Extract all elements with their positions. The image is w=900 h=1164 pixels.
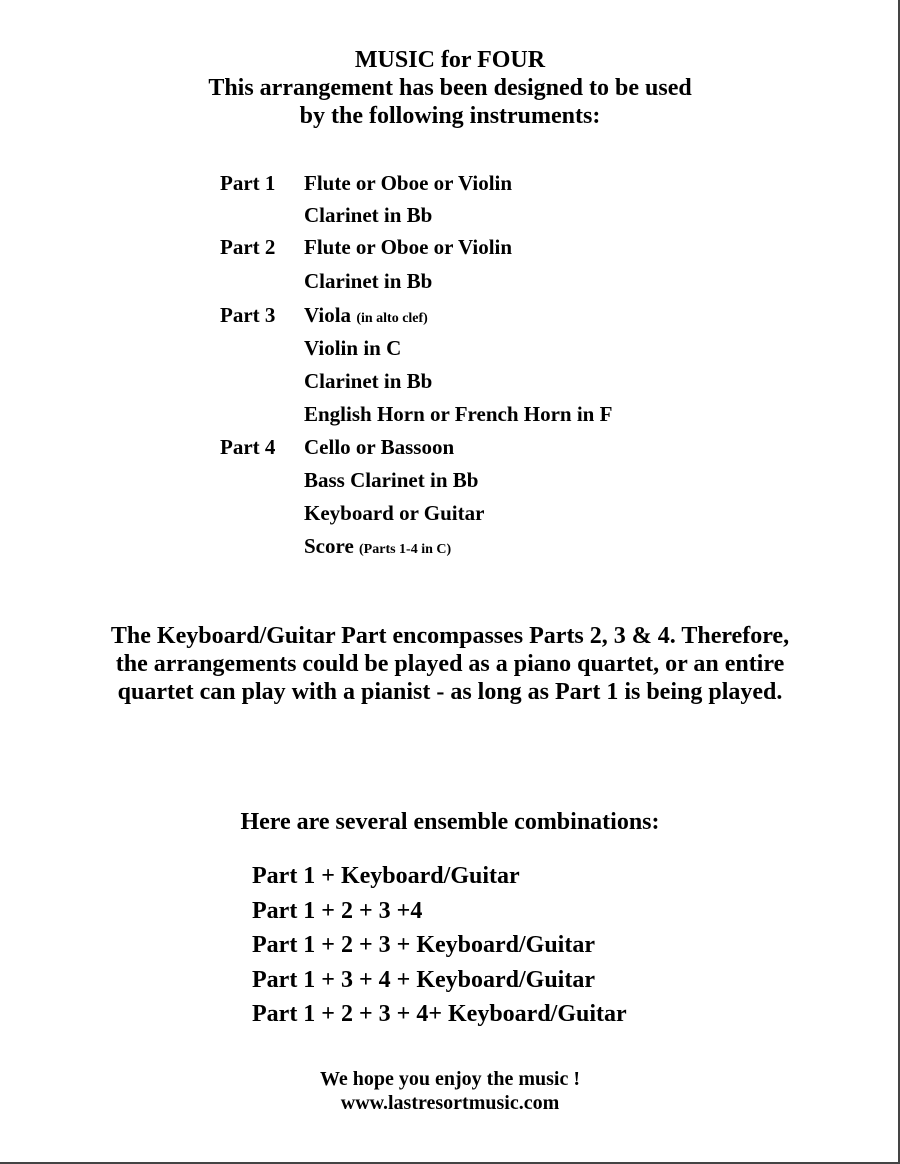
combination-item: Part 1 + 2 + 3 + 4+ Keyboard/Guitar (252, 1001, 627, 1027)
combination-item: Part 1 + 3 + 4 + Keyboard/Guitar (252, 966, 595, 993)
part-label: Part 1 (220, 171, 276, 195)
page-title: MUSIC for FOUR (354, 47, 546, 73)
keyboard-note-line-1: The Keyboard/Guitar Part encompasses Parts 2, 3 & 4. Therefore, (110, 623, 790, 649)
instrument-item (304, 431, 820, 464)
keyboard-guitar-note (0, 622, 900, 706)
instrument-list (304, 167, 820, 231)
website-link[interactable]: www.lastresortmusic.com (340, 1092, 560, 1114)
instrument-item (304, 263, 820, 299)
instrument-name: Clarinet in Bb (304, 203, 433, 227)
keyboard-note-line-3: quartet can play with a pianist - as long as Part 1 is being played. (117, 679, 783, 705)
instrument-name: Cello or Bassoon (304, 435, 455, 459)
instrument-item (304, 299, 820, 332)
instrument-item (304, 530, 820, 563)
instrument-name: Bass Clarinet in Bb (304, 468, 479, 492)
instrument-note: (Parts 1-4 in C) (359, 542, 452, 557)
instrument-item (304, 398, 820, 431)
combination-item: Part 1 + 2 + 3 + Keyboard/Guitar (252, 932, 595, 958)
instrument-name: Keyboard or Guitar (304, 501, 485, 525)
footer (0, 1067, 900, 1115)
part-label: Part 2 (220, 235, 276, 259)
instrument-list (304, 231, 820, 299)
instrument-name: Violin in C (304, 336, 402, 360)
combinations-list (252, 859, 627, 1032)
instrument-list (304, 431, 820, 563)
instrument-parts-list (220, 167, 820, 563)
footer-message: We hope you enjoy the music ! (320, 1068, 580, 1090)
instrument-name: English Horn or French Horn in F (304, 402, 613, 426)
instrument-item (304, 365, 820, 398)
instrument-name: Clarinet in Bb (304, 369, 433, 393)
instrument-item (304, 199, 820, 231)
instrument-name: Flute or Oboe or Violin (304, 171, 513, 195)
instrument-name: Flute or Oboe or Violin (304, 235, 513, 259)
instrument-item (304, 231, 820, 263)
part-label: Part 4 (220, 435, 276, 459)
header (0, 46, 900, 130)
instrument-item (304, 167, 820, 199)
combination-item: Part 1 + Keyboard/Guitar (252, 863, 520, 889)
instrument-note: (in alto clef) (356, 311, 428, 326)
instrument-item (304, 497, 820, 530)
part-label: Part 3 (220, 303, 276, 327)
instrument-name: Viola (304, 303, 352, 327)
combinations-title: Here are several ensemble combinations: (240, 809, 660, 835)
combination-item: Part 1 + 2 + 3 +4 (252, 897, 423, 924)
part-group-3 (220, 299, 820, 431)
part-group-2 (220, 231, 820, 299)
keyboard-note-line-2: the arrangements could be played as a piano quartet, or an entire (115, 651, 785, 677)
part-group-1 (220, 167, 820, 231)
instrument-name: Score (304, 534, 354, 558)
header-line-1: This arrangement has been designed to be used (208, 75, 692, 101)
instrument-list (304, 299, 820, 431)
instrument-name: Clarinet in Bb (304, 269, 433, 293)
instrument-item (304, 332, 820, 365)
instrument-item (304, 464, 820, 497)
header-line-2: by the following instruments: (299, 103, 601, 129)
part-group-4 (220, 431, 820, 563)
